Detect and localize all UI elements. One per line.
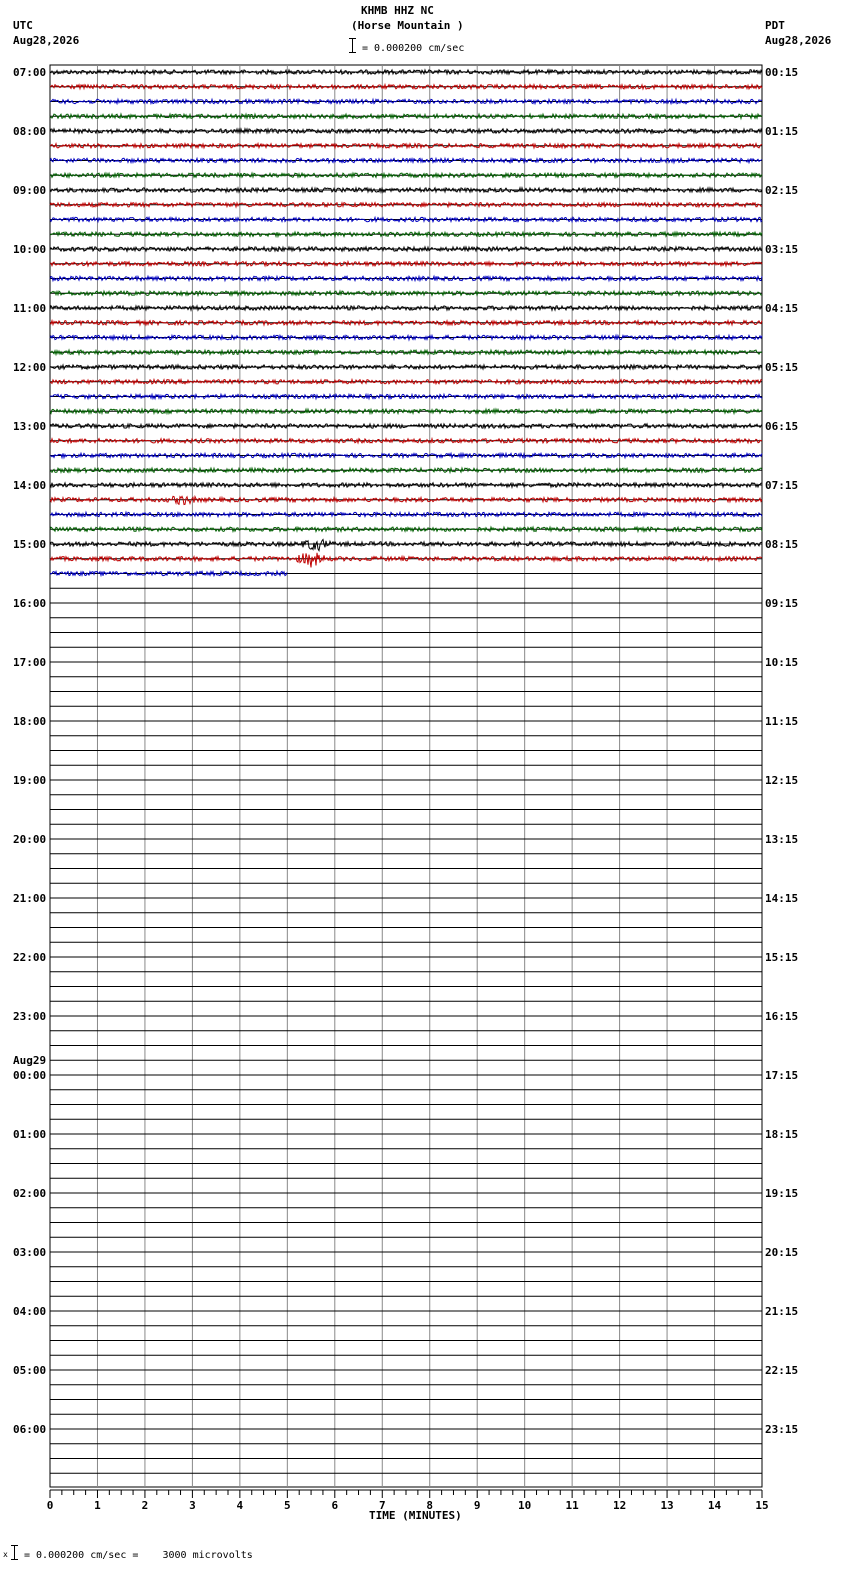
utc-hour-label: 15:00: [13, 538, 47, 551]
pdt-hour-label: 08:15: [765, 538, 799, 551]
footer-scale-bar-top-icon: [11, 1545, 18, 1546]
x-tick-label: 14: [707, 1499, 722, 1512]
seismic-trace: [50, 553, 762, 568]
x-axis-label: TIME (MINUTES): [369, 1509, 462, 1522]
utc-hour-label: 00:00: [13, 1069, 47, 1082]
utc-hour-label: 04:00: [13, 1305, 47, 1318]
x-tick-label: 7: [378, 1499, 386, 1512]
utc-hour-label: 23:00: [13, 1010, 47, 1023]
utc-hour-label: 14:00: [13, 479, 47, 492]
pdt-hour-label: 05:15: [765, 361, 799, 374]
utc-hour-label: 17:00: [13, 656, 47, 669]
x-tick-label: 10: [518, 1499, 532, 1512]
seismic-trace: [50, 540, 762, 551]
utc-hour-label: 13:00: [13, 420, 47, 433]
pdt-hour-label: 12:15: [765, 774, 799, 787]
pdt-hour-label: 14:15: [765, 892, 799, 905]
x-tick-label: 1: [94, 1499, 101, 1512]
utc-date: Aug28,2026: [13, 34, 80, 47]
x-tick-label: 11: [565, 1499, 579, 1512]
x-tick-label: 8: [426, 1499, 434, 1512]
utc-hour-label: 12:00: [13, 361, 47, 374]
pdt-hour-label: 11:15: [765, 715, 799, 728]
utc-hour-label: 10:00: [13, 243, 47, 256]
utc-hour-label: 05:00: [13, 1364, 47, 1377]
seismic-trace: [50, 439, 762, 443]
pdt-hour-label: 01:15: [765, 125, 799, 138]
pdt-hour-label: 22:15: [765, 1364, 799, 1377]
pdt-hour-label: 09:15: [765, 597, 799, 610]
utc-hour-label: 03:00: [13, 1246, 47, 1259]
footer-scale-bar-bottom-icon: [11, 1559, 18, 1560]
pdt-hour-label: 23:15: [765, 1423, 799, 1436]
utc-hour-label: 22:00: [13, 951, 47, 964]
utc-hour-label: 20:00: [13, 833, 47, 846]
pdt-hour-label: 03:15: [765, 243, 799, 256]
utc-label: UTC: [13, 19, 33, 32]
pdt-hour-label: 15:15: [765, 951, 799, 964]
utc-hour-label: 19:00: [13, 774, 47, 787]
pdt-date: Aug28,2026: [765, 34, 832, 47]
utc-hour-label: 21:00: [13, 892, 47, 905]
seismic-trace: [50, 527, 762, 531]
x-tick-label: 13: [660, 1499, 674, 1512]
pdt-label: PDT: [765, 19, 785, 32]
station-location: (Horse Mountain ): [351, 19, 464, 32]
utc-hour-label: 16:00: [13, 597, 47, 610]
utc-hour-label: 18:00: [13, 715, 47, 728]
seismic-trace: [50, 380, 762, 384]
pdt-hour-label: 04:15: [765, 302, 799, 315]
utc-hour-label: 08:00: [13, 125, 47, 138]
utc-hour-label: 07:00: [13, 66, 47, 79]
x-tick-label: 9: [473, 1499, 481, 1512]
x-tick-label: 2: [141, 1499, 149, 1512]
pdt-hour-label: 10:15: [765, 656, 799, 669]
pdt-hour-label: 00:15: [765, 66, 799, 79]
seismic-trace: [50, 99, 762, 103]
pdt-hour-label: 07:15: [765, 479, 799, 492]
x-tick-label: 6: [331, 1499, 339, 1512]
utc-hour-label: 09:00: [13, 184, 47, 197]
pdt-hour-label: 20:15: [765, 1246, 799, 1259]
scale-text: = 0.000200 cm/sec: [362, 43, 465, 54]
x-tick-label: 12: [612, 1499, 627, 1512]
footer-scale-text: = 0.000200 cm/sec = 3000 microvolts: [24, 1550, 253, 1561]
pdt-hour-label: 19:15: [765, 1187, 799, 1200]
x-tick-label: 15: [755, 1499, 769, 1512]
utc-hour-label: 11:00: [13, 302, 47, 315]
pdt-hour-label: 02:15: [765, 184, 799, 197]
seismic-trace: [50, 496, 762, 504]
pdt-hour-label: 16:15: [765, 1010, 799, 1023]
utc-hour-label: 02:00: [13, 1187, 47, 1200]
utc-hour-label: 01:00: [13, 1128, 47, 1141]
x-tick-label: 0: [46, 1499, 54, 1512]
pdt-hour-label: 13:15: [765, 833, 799, 846]
pdt-hour-label: 17:15: [765, 1069, 799, 1082]
footer-scale-bar-icon: [14, 1545, 15, 1560]
utc-date-change-label: Aug29: [13, 1054, 47, 1067]
x-tick-label: 3: [189, 1499, 196, 1512]
station-title: KHMB HHZ NC: [361, 4, 434, 17]
pdt-hour-label: 21:15: [765, 1305, 799, 1318]
seismic-trace: [50, 188, 762, 192]
x-tick-label: 4: [236, 1499, 244, 1512]
utc-hour-label: 06:00: [13, 1423, 47, 1436]
pdt-hour-label: 06:15: [765, 420, 799, 433]
footer-marker-icon: x: [3, 1550, 8, 1559]
pdt-hour-label: 18:15: [765, 1128, 799, 1141]
x-tick-label: 5: [284, 1499, 291, 1512]
